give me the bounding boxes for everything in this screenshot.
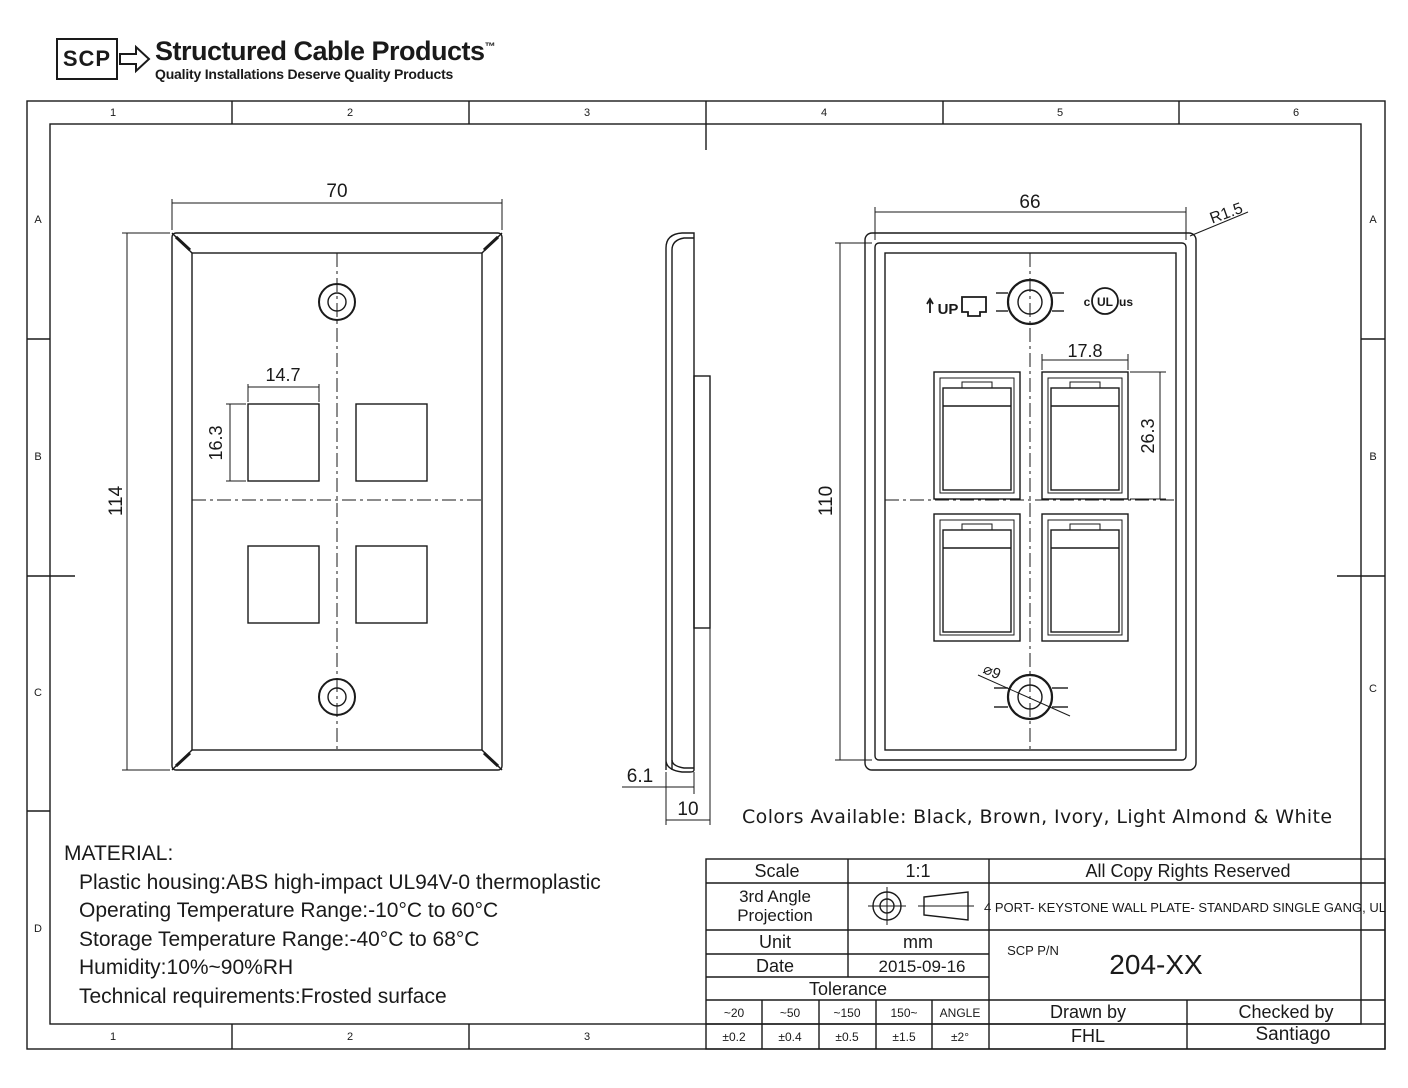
grid-row-c: C [34,687,42,699]
side-view-boss [694,376,710,628]
back-port-2 [1042,372,1128,499]
grid-col-1: 1 [109,107,117,119]
material-title: MATERIAL: [64,842,174,865]
front-cutout-width-dim: 14.7 [265,365,301,385]
tolerance-label: Tolerance [808,979,888,999]
front-view [122,199,502,770]
checked-by-label: Checked by [1238,1002,1334,1022]
copyright-text: All Copy Rights Reserved [1085,861,1291,881]
back-port-1 [934,372,1020,499]
ul-right-label: us [1118,295,1134,309]
back-port-4 [1042,514,1128,641]
up-label: UP [937,301,959,318]
front-cutout-3 [248,546,319,623]
colors-available: Colors Available: Black, Brown, Ivory, Light Almond & White [742,806,1333,828]
tolerance-header-4: 150~ [890,1006,918,1020]
tolerance-header-5: ANGLE [939,1006,981,1020]
scale-label: Scale [754,861,800,881]
grid-row-a-right: A [1369,214,1377,226]
date-label: Date [755,956,795,976]
front-cutout-height-dim: 16.3 [206,425,226,461]
grid-col-5: 5 [1056,107,1064,119]
back-port-width-dim: 17.8 [1067,341,1103,361]
back-hole-dia-dim: ⌀9 [980,660,1004,684]
checked-by-value: Santiago [1255,1024,1331,1045]
back-width-dim: 66 [1019,192,1041,213]
brand-text: Structured Cable Products [155,36,485,66]
up-arrow-icon [927,299,933,313]
drawn-by-value: FHL [1070,1026,1106,1046]
back-height-dim: 110 [816,485,837,517]
grid-row-b-right: B [1369,451,1377,463]
side-total-depth-dim: 10 [677,799,699,820]
material-line-humidity: Humidity:10%~90%RH [79,956,294,979]
trademark: ™ [484,41,496,53]
grid-row-b: B [34,451,42,463]
grid-col-1-bottom: 1 [109,1031,117,1043]
grid-col-3: 3 [583,107,591,119]
back-view [835,207,1248,770]
side-depth-dim: 6.1 [626,766,654,787]
tolerance-value-4: ±1.5 [892,1030,916,1044]
tolerance-value-5: ±2° [950,1030,970,1044]
material-line-housing: Plastic housing:ABS high-impact UL94V-0 thermoplastic [79,870,601,894]
tolerance-header-2: ~50 [779,1006,801,1020]
tolerance-header-3: ~150 [833,1006,861,1020]
part-description: 4 PORT- KEYSTONE WALL PLATE- STANDARD SINGLE GANG, UL [984,900,1386,915]
tolerance-header-1: ~20 [723,1006,745,1020]
grid-col-4: 4 [820,107,828,119]
front-height-dim: 114 [106,485,127,517]
grid-col-2-bottom: 2 [346,1031,354,1043]
grid-row-a: A [34,214,42,226]
unit-value: mm [903,932,933,952]
back-port-height-dim: 26.3 [1138,418,1158,454]
tolerance-value-3: ±0.5 [835,1030,859,1044]
projection-label-1: 3rd Angle [739,887,811,906]
date-value: 2015-09-16 [878,957,966,976]
brand-tagline: Quality Installations Deserve Quality Products [155,66,454,82]
logo-text: SCP [62,46,112,71]
front-cutout-1 [248,404,319,481]
back-corner-radius-dim: R1.5 [1207,200,1246,228]
grid-col-3-bottom: 3 [583,1031,591,1043]
front-cutout-4 [356,546,427,623]
side-view [622,233,710,825]
unit-label: Unit [758,932,792,952]
ul-left-label: c [1083,295,1091,309]
material-line-operating-temp: Operating Temperature Range:-10°C to 60°C [79,899,499,922]
scale-value: 1:1 [905,861,931,881]
grid-col-6: 6 [1292,107,1300,119]
grid-row-c-right: C [1369,683,1377,695]
front-plate-inner [192,253,482,750]
rj45-jack-icon [962,297,986,316]
drawn-by-label: Drawn by [1049,1002,1127,1022]
ul-mid-label: UL [1097,295,1113,309]
part-number-value: 204-XX [1109,949,1203,980]
front-cutout-2 [356,404,427,481]
material-line-storage-temp: Storage Temperature Range:-40°C to 68°C [79,927,480,951]
front-width-dim: 70 [326,181,348,202]
grid-row-d: D [34,923,42,935]
part-number-label: SCP P/N [1007,943,1059,958]
material-notes [64,840,601,1011]
grid-col-2: 2 [346,107,354,119]
tolerance-value-2: ±0.4 [778,1030,802,1044]
projection-label-2: Projection [737,906,813,925]
tolerance-value-1: ±0.2 [722,1030,746,1044]
back-port-3 [934,514,1020,641]
material-line-surface: Technical requirements:Frosted surface [79,984,447,1008]
